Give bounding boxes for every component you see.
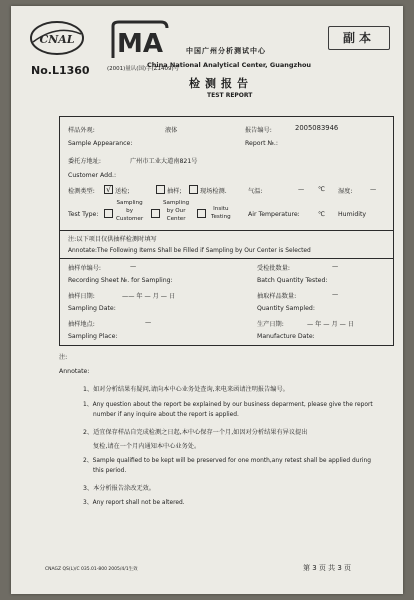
report-title-en: TEST REPORT <box>207 92 253 99</box>
form-code: CNAGZ QS(L)/C 035.01-800 2005/4/1生效 <box>45 567 138 572</box>
sampling-note-en: Annotate:The Following Items Shall be Filled if Sampling by Our Center is Selected <box>68 248 311 254</box>
sample-info-table <box>59 116 394 346</box>
table-divider <box>60 230 393 231</box>
ma-logo-text: MA <box>117 29 163 59</box>
customer-address-label-en: Customer Add.: <box>68 172 117 179</box>
annotation-2-en-line1: 2、Sample qualified to be kept will be preserved for one month,any retest shall be applied during <box>83 458 371 464</box>
annotation-3-cn: 3、本分析报告涂改无效。 <box>83 485 155 492</box>
quantity-sampled-value: — <box>332 291 339 298</box>
annotation-2-en-line2: this period. <box>93 468 127 474</box>
option-sampling-by-customer: Sampling by Customer <box>116 200 144 222</box>
annotation-1-en-line1: 1、Any question about the report be explained by our business deparment, please give the report <box>83 402 373 408</box>
manufacture-date-label-cn: 生产日期: <box>257 321 284 328</box>
annotations-label-cn: 注: <box>59 354 68 361</box>
checkbox-onsite <box>189 185 198 194</box>
page-number: 第 3 页 共 3 页 <box>303 564 352 572</box>
report-number-label-cn: 报告编号: <box>245 127 272 134</box>
manufacture-date-label-en: Manufacture Date: <box>257 333 315 340</box>
report-number-label-en: Report №.: <box>245 140 278 147</box>
checkbox-sampling <box>156 185 165 194</box>
manufacture-date-value: — 年 — 月 — 日 <box>307 321 354 328</box>
air-temperature-unit: ℃ <box>318 186 325 193</box>
option-sampling-by-center: Sampling by Our Center <box>163 200 190 222</box>
sampling-place-label-en: Sampling Place: <box>68 333 118 340</box>
certificate-number: No.L1360 <box>31 64 90 77</box>
annotation-1-cn: 1、如对分析结果有疑问,请向本中心业务处查询,来电来函请注明报告编号。 <box>83 386 289 393</box>
sample-appearance-value: 液体 <box>165 127 178 134</box>
sampling-note-cn: 注:以下项目仅供抽样检测时填写 <box>68 236 157 243</box>
table-divider <box>60 258 393 259</box>
humidity-label-en: Humidity <box>338 211 367 218</box>
test-type-label-en: Test Type: <box>68 211 99 218</box>
annotation-1-en-line2: number if any inquire about the report is applied. <box>93 412 239 418</box>
sampling-record-label-en: Recording Sheet №. for Sampling: <box>68 277 173 284</box>
quantity-sampled-label-en: Quantity Sampled: <box>257 305 315 312</box>
humidity-label-cn: 湿度: <box>338 188 353 195</box>
air-temperature-label-en: Air Temperature: <box>248 211 300 218</box>
batch-quantity-label-cn: 受检批数量: <box>257 265 291 272</box>
annotation-2-cn-line1: 2、适宜保存样品自完成检测之日起,本中心保存一个月,如因对分析结果有异议提出 <box>83 429 308 436</box>
sampling-record-label-cn: 抽样单编号: <box>68 265 102 272</box>
report-page <box>11 6 403 594</box>
certificate-note: (2001)量认(国)字(Z1409)号 <box>107 66 180 72</box>
test-type-label-cn: 检测类型: <box>68 188 95 195</box>
annotations-label-en: Annotate: <box>59 368 90 375</box>
sample-appearance-label-cn: 样品外观: <box>68 127 95 134</box>
air-temperature-label-cn: 气温: <box>248 188 263 195</box>
sampling-place-label-cn: 抽样地点: <box>68 321 95 328</box>
center-name-cn: 中国广州分析测试中心 <box>186 47 266 55</box>
quantity-sampled-label-cn: 抽取样品数量: <box>257 293 297 300</box>
sampling-place-value: — <box>145 319 152 326</box>
customer-address-value: 广州市工业大道南821号 <box>130 158 198 165</box>
annotation-3-en: 3、Any report shall not be altered. <box>83 500 185 506</box>
sampling-date-label-en: Sampling Date: <box>68 305 116 312</box>
cnal-logo <box>29 20 85 56</box>
center-name-en: China National Analytical Center, Guangzhou <box>147 61 312 69</box>
test-type-option-onsite: 现场检测. <box>200 188 227 195</box>
batch-quantity-label-en: Batch Quantity Tested: <box>257 277 328 284</box>
checkbox-insitu-testing <box>197 209 206 218</box>
checkbox-submitted: √ <box>105 185 112 194</box>
report-number-value: 2005083946 <box>295 124 339 132</box>
air-temperature-unit-en: ℃ <box>318 211 325 218</box>
ma-logo <box>107 18 173 62</box>
sampling-date-value: —— 年 — 月 — 日 <box>122 293 176 300</box>
checkbox-sampling-by-customer <box>104 209 113 218</box>
sampling-date-label-cn: 抽样日期: <box>68 293 95 300</box>
air-temperature-value: — <box>298 186 305 193</box>
customer-address-label-cn: 委托方地址: <box>68 158 102 165</box>
option-insitu-testing: Insitu Testing <box>211 206 231 220</box>
humidity-value: — <box>370 186 377 193</box>
test-type-option-submitted: 送检; <box>115 188 130 195</box>
annotation-2-cn-line2: 复检,请在一个月内通知本中心业务处。 <box>93 443 201 450</box>
report-title-cn: 检测报告 <box>189 77 253 90</box>
cnal-logo-text: CNAL <box>39 33 75 46</box>
copy-stamp: 副本 <box>328 26 390 50</box>
sampling-record-value: — <box>130 263 137 270</box>
batch-quantity-value: — <box>332 263 339 270</box>
sample-appearance-label-en: Sample Appearance: <box>68 140 133 147</box>
checkbox-sampling-by-center <box>151 209 160 218</box>
test-type-option-sampling: 抽样; <box>167 188 182 195</box>
